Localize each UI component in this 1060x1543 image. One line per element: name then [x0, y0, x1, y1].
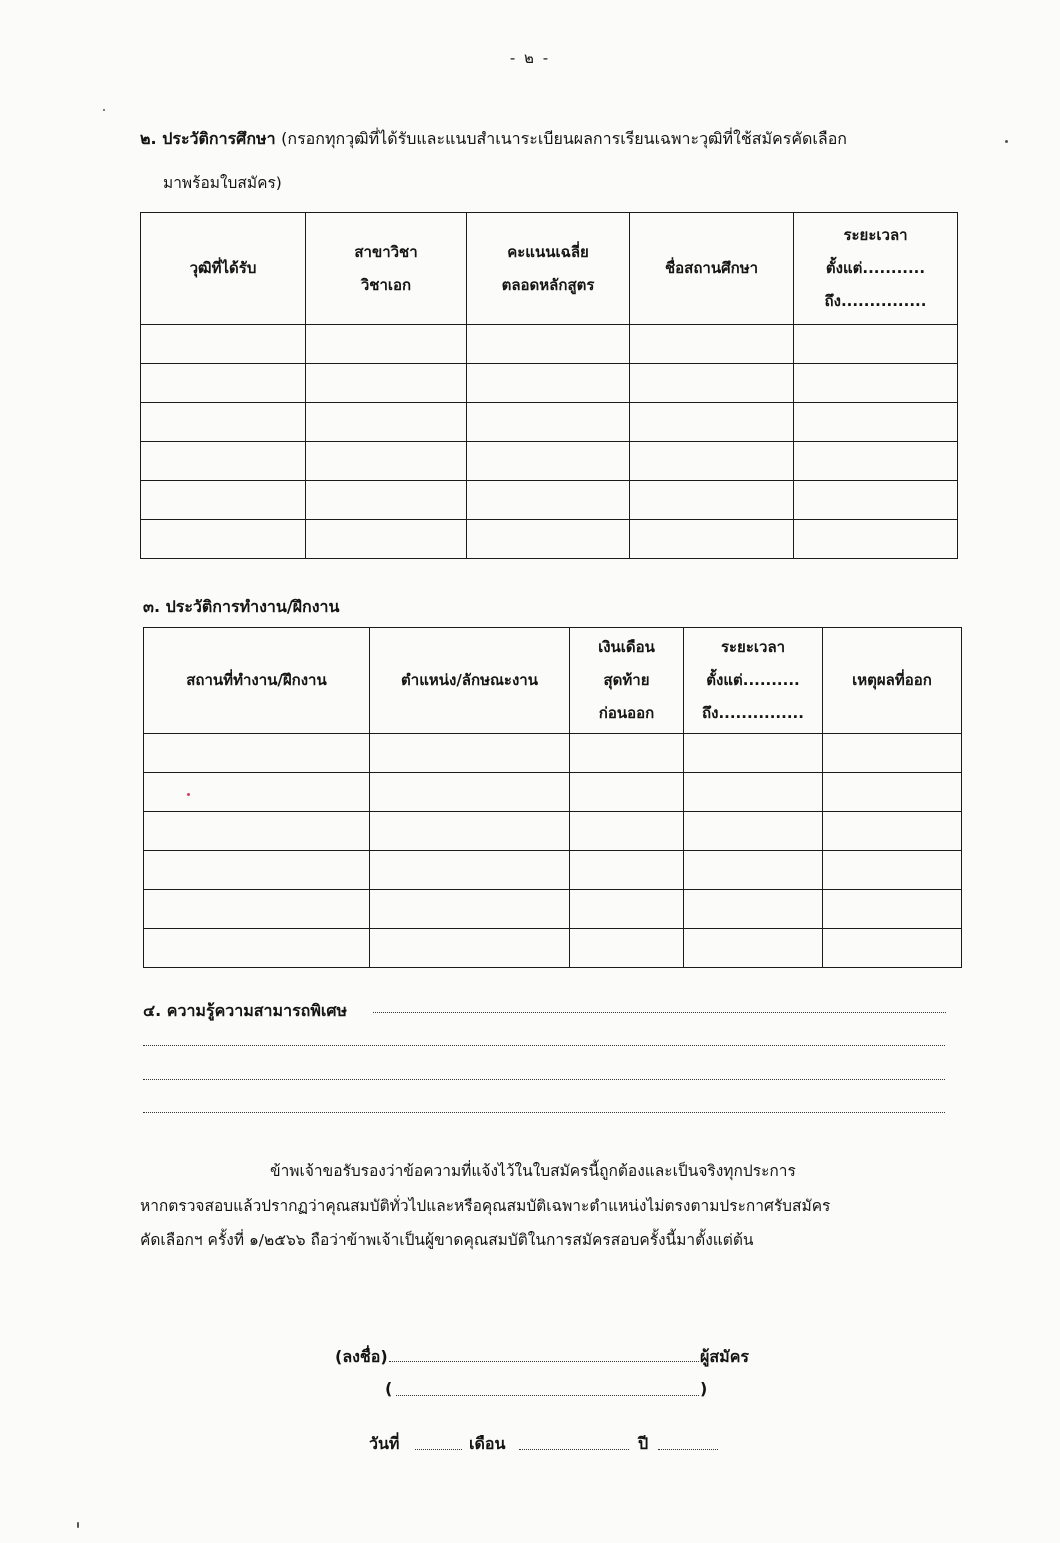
- table-cell[interactable]: [794, 481, 958, 520]
- work-table: [143, 627, 962, 968]
- table-cell[interactable]: [684, 851, 823, 890]
- table-cell[interactable]: [306, 325, 467, 364]
- section2-title: ๒. ประวัติการศึกษา: [140, 129, 276, 148]
- table-cell[interactable]: [370, 851, 570, 890]
- table-cell[interactable]: [570, 890, 684, 929]
- table-cell[interactable]: [141, 325, 306, 364]
- table-row: [144, 851, 962, 890]
- table-cell[interactable]: [630, 325, 794, 364]
- table-cell[interactable]: [141, 364, 306, 403]
- sign-prefix: (ลงชื่อ): [335, 1347, 388, 1366]
- date-month-label: เดือน: [469, 1434, 506, 1453]
- table-cell[interactable]: [144, 734, 370, 773]
- table-cell[interactable]: [141, 481, 306, 520]
- table-cell[interactable]: [684, 812, 823, 851]
- section2-note-line1: (กรอกทุกวุฒิที่ได้รับและแนบสำเนาระเบียนผลการเรียนเฉพาะวุฒิที่ใช้สมัครคัดเลือก: [281, 129, 847, 148]
- table-cell[interactable]: [467, 325, 630, 364]
- education-table: [140, 212, 958, 559]
- header-leave-reason: เหตุผลที่ออก: [823, 628, 962, 734]
- table-cell[interactable]: [467, 481, 630, 520]
- table-cell[interactable]: [370, 734, 570, 773]
- table-cell[interactable]: [630, 442, 794, 481]
- section2-heading: [140, 127, 847, 152]
- special-skills-line-4[interactable]: [143, 1112, 945, 1113]
- date-month-line[interactable]: [519, 1449, 629, 1450]
- table-row: [141, 364, 958, 403]
- special-skills-line-3[interactable]: [143, 1079, 945, 1080]
- table-cell[interactable]: [467, 520, 630, 559]
- table-cell[interactable]: [684, 929, 823, 968]
- table-row: [141, 325, 958, 364]
- scan-speck: [77, 1522, 79, 1528]
- table-cell[interactable]: [306, 520, 467, 559]
- name-open-paren: (: [385, 1379, 393, 1398]
- table-cell[interactable]: [570, 734, 684, 773]
- section2-note-line2: มาพร้อมใบสมัคร): [163, 174, 282, 192]
- table-cell[interactable]: [823, 773, 962, 812]
- table-row: [144, 890, 962, 929]
- header-position: ตำแหน่ง/ลักษณะงาน: [370, 628, 570, 734]
- printed-name-line[interactable]: [396, 1395, 699, 1396]
- table-row: [141, 481, 958, 520]
- scan-speck: [103, 109, 105, 111]
- name-close-paren: ): [700, 1379, 708, 1398]
- table-cell[interactable]: [794, 364, 958, 403]
- table-cell[interactable]: [141, 403, 306, 442]
- table-cell[interactable]: [306, 403, 467, 442]
- table-row: [144, 929, 962, 968]
- special-skills-line-1[interactable]: [373, 1012, 946, 1013]
- table-cell[interactable]: [823, 734, 962, 773]
- scan-speck: [187, 793, 190, 796]
- date-year-line[interactable]: [658, 1449, 718, 1450]
- table-cell[interactable]: [370, 773, 570, 812]
- header-major: สาขาวิชา วิชาเอก: [306, 213, 467, 325]
- table-cell[interactable]: [306, 481, 467, 520]
- table-cell[interactable]: [141, 520, 306, 559]
- table-cell[interactable]: [570, 773, 684, 812]
- table-row: [141, 520, 958, 559]
- table-cell[interactable]: [467, 403, 630, 442]
- table-cell[interactable]: [141, 442, 306, 481]
- work-header-row: [144, 628, 962, 734]
- header-period: ระยะเวลา ตั้งแต่........... ถึง...............: [794, 213, 958, 325]
- table-cell[interactable]: [370, 890, 570, 929]
- table-row: [144, 773, 962, 812]
- table-cell[interactable]: [823, 851, 962, 890]
- section3-title: ๓. ประวัติการทำงาน/ฝึกงาน: [143, 597, 340, 616]
- table-cell[interactable]: [630, 481, 794, 520]
- table-cell[interactable]: [630, 403, 794, 442]
- table-cell[interactable]: [684, 734, 823, 773]
- table-cell[interactable]: [144, 851, 370, 890]
- declaration-line-1: ข้าพเจ้าขอรับรองว่าข้อความที่แจ้งไว้ในใบสมัครนี้ถูกต้องและเป็นจริงทุกประการ: [270, 1162, 796, 1180]
- table-row: [141, 403, 958, 442]
- table-cell[interactable]: [467, 364, 630, 403]
- table-cell[interactable]: [370, 812, 570, 851]
- table-cell[interactable]: [467, 442, 630, 481]
- section4-title: ๔. ความรู้ความสามารถพิเศษ: [143, 1001, 348, 1020]
- table-cell[interactable]: [144, 773, 370, 812]
- table-cell[interactable]: [794, 403, 958, 442]
- table-cell[interactable]: [630, 364, 794, 403]
- header-workplace: สถานที่ทำงาน/ฝึกงาน: [144, 628, 370, 734]
- table-cell[interactable]: [570, 812, 684, 851]
- table-cell[interactable]: [144, 929, 370, 968]
- header-degree: วุฒิที่ได้รับ: [141, 213, 306, 325]
- table-cell[interactable]: [823, 812, 962, 851]
- table-cell[interactable]: [794, 442, 958, 481]
- table-cell[interactable]: [144, 890, 370, 929]
- header-work-period: ระยะเวลา ตั้งแต่.......... ถึง...............: [684, 628, 823, 734]
- date-year-label: ปี: [638, 1434, 649, 1453]
- table-cell[interactable]: [794, 325, 958, 364]
- header-last-salary: เงินเดือน สุดท้าย ก่อนออก: [570, 628, 684, 734]
- header-gpa: คะแนนเฉลี่ย ตลอดหลักสูตร: [467, 213, 630, 325]
- sign-suffix: ผู้สมัคร: [700, 1347, 749, 1366]
- table-cell[interactable]: [794, 520, 958, 559]
- date-day-label: วันที่: [369, 1434, 400, 1453]
- scan-speck: [1005, 140, 1008, 143]
- declaration-line-3: คัดเลือกฯ ครั้งที่ ๑/๒๕๖๖ ถือว่าข้าพเจ้าเป็นผู้ขาดคุณสมบัติในการสมัครสอบครั้งนี้มาตั้งแต่ต้น: [140, 1231, 754, 1249]
- table-cell[interactable]: [306, 364, 467, 403]
- page-number: - ๒ -: [509, 49, 551, 67]
- date-day-line[interactable]: [415, 1449, 462, 1450]
- table-cell[interactable]: [684, 890, 823, 929]
- table-cell[interactable]: [370, 929, 570, 968]
- table-row: [141, 442, 958, 481]
- declaration-line-2: หากตรวจสอบแล้วปรากฏว่าคุณสมบัติทั่วไปและหรือคุณสมบัติเฉพาะตำแหน่งไม่ตรงตามประกาศรับสมัคร: [140, 1197, 831, 1215]
- table-cell[interactable]: [684, 773, 823, 812]
- table-row: [144, 812, 962, 851]
- table-cell[interactable]: [306, 442, 467, 481]
- table-cell[interactable]: [570, 929, 684, 968]
- special-skills-line-2[interactable]: [143, 1045, 945, 1046]
- table-cell[interactable]: [570, 851, 684, 890]
- table-row: [144, 734, 962, 773]
- education-header-row: [141, 213, 958, 325]
- table-cell[interactable]: [823, 890, 962, 929]
- table-cell[interactable]: [823, 929, 962, 968]
- header-institution: ชื่อสถานศึกษา: [630, 213, 794, 325]
- table-cell[interactable]: [144, 812, 370, 851]
- signature-line[interactable]: [389, 1361, 699, 1362]
- table-cell[interactable]: [630, 520, 794, 559]
